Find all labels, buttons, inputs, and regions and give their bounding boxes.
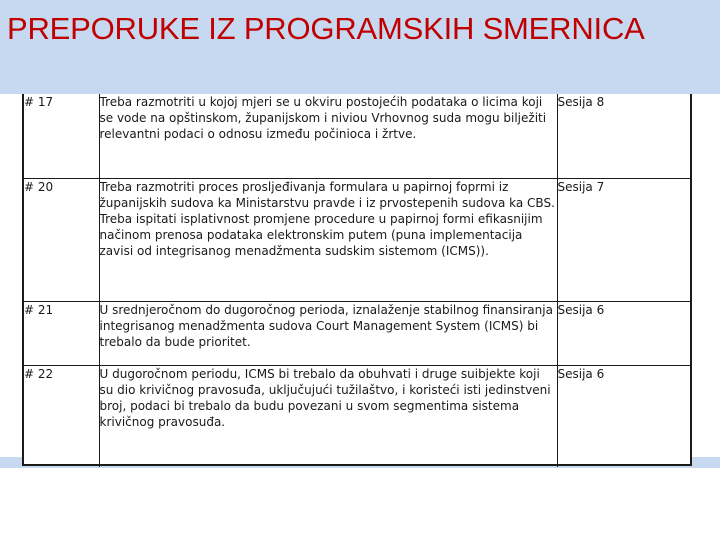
header-band: [0, 0, 720, 94]
recommendations-grid: [24, 94, 690, 467]
table-row: [24, 179, 690, 302]
recommendation-text: U dugoročnom periodu, ICMS bi trebalo da obuhvati i druge suibjekte koji su dio krivičnog pravosuđa, uključujući tužilaštvo, i koristeći isti jedinstveni broj, podaci bi trebalo da budu povezani u svom segmentima sistema krivičnog pravosuđa.: [99, 366, 557, 468]
session-label: Sesija 6: [557, 302, 690, 366]
session-label: Sesija 8: [557, 94, 690, 179]
recommendation-id: # 17: [24, 95, 54, 109]
slide-title: PREPORUKE IZ PROGRAMSKIH SMERNICA: [7, 11, 645, 46]
table-row: [24, 94, 690, 179]
recommendation-id: # 22: [24, 366, 99, 468]
recommendation-text: Treba razmotriti proces prosljeđivanja formulara u papirnoj foprmi iz županijskih sudova ka Ministarstvu pravde i iz prvostepenih sudova ka CBS. Treba ispitati isplativnost promjene procedure u papirnoj formi efikasnijim načinom prenosa podataka elektronskim putem (puna implementacija zavisi od integrisanog menadžmenta sudskim sistemom (ICMS)).: [99, 179, 557, 302]
recommendation-text: Treba razmotriti u kojoj mjeri se u okviru postojećih podataka o licima koji se vode na opštinskom, županijskom i niviou Vrhovnog suda mogu bilježiti relevantni podaci o odnosu između počinioca i žrtve.: [99, 94, 557, 179]
recommendation-id: # 20: [24, 179, 99, 302]
session-label: Sesija 6: [557, 366, 690, 468]
table-row: [24, 302, 690, 366]
session-label: Sesija 7: [557, 179, 690, 302]
recommendation-text: U srednjeročnom do dugoročnog perioda, iznalaženje stabilnog finansiranja integrisanog menadžmenta sudova Court Management System (ICMS) bi trebalo da bude prioritet.: [99, 302, 557, 366]
recommendation-id: # 21: [24, 302, 99, 366]
table-row: [24, 366, 690, 468]
recommendations-table: [22, 94, 692, 466]
